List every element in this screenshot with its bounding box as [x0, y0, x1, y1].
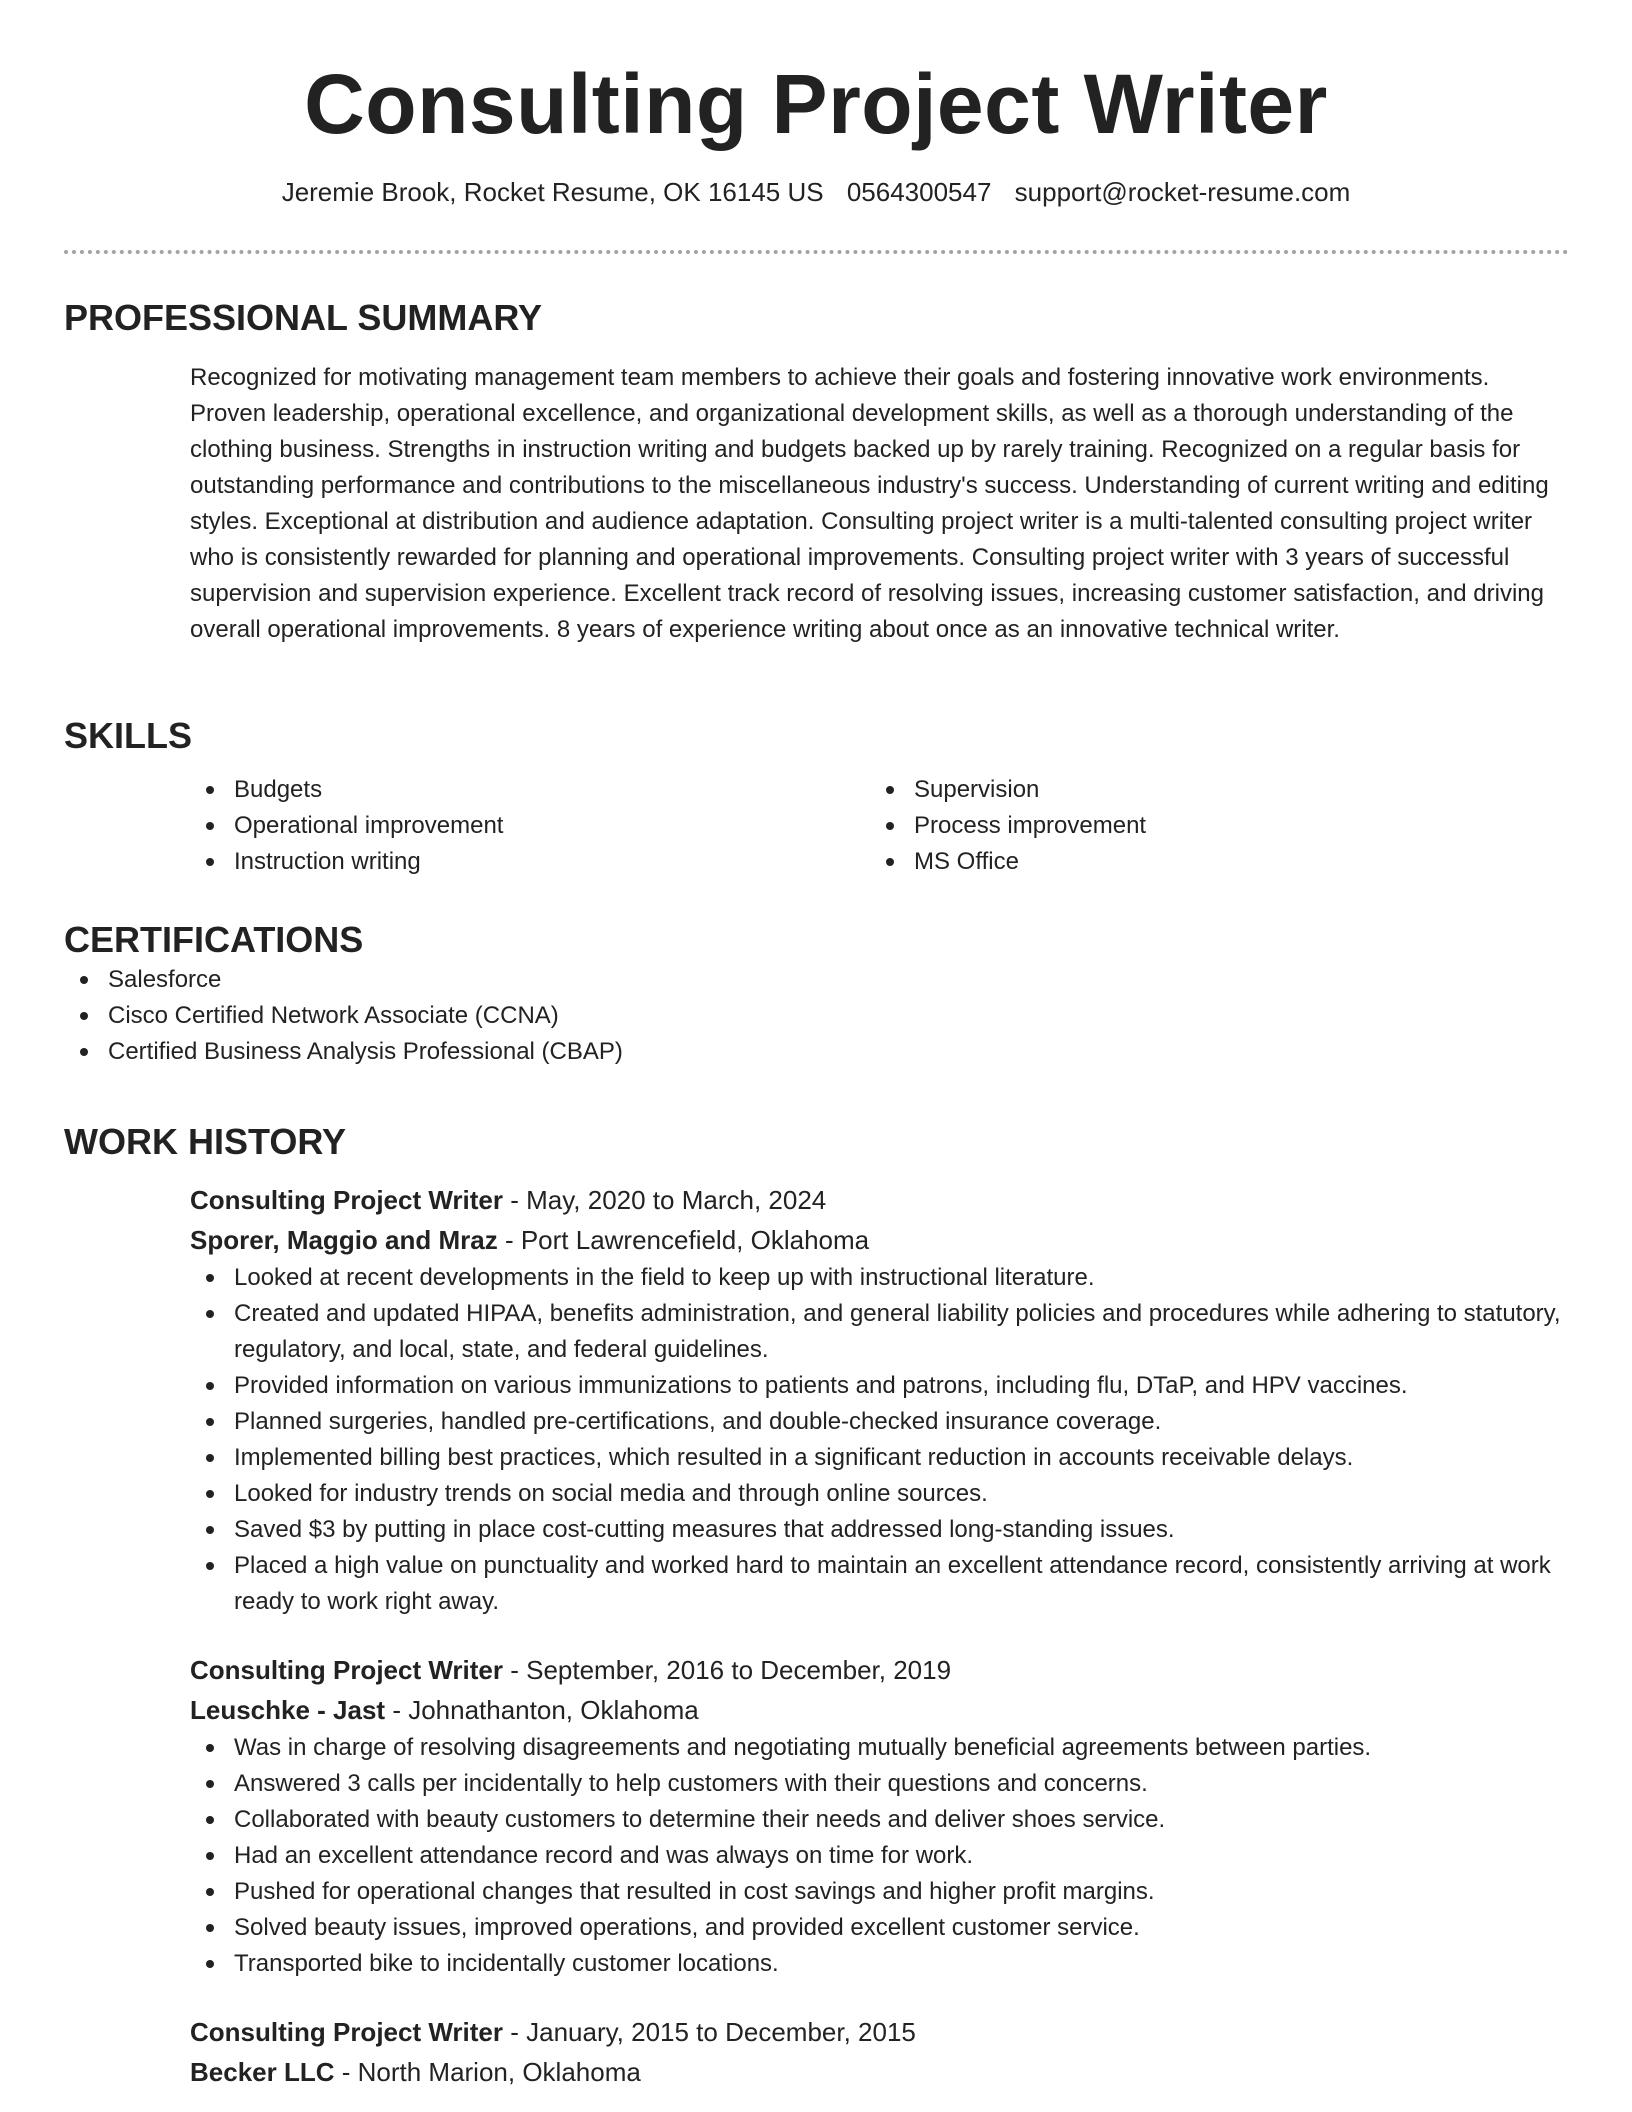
job-bullet: Looked at recent developments in the field to keep up with instructional literature. — [190, 1260, 1569, 1296]
summary-section — [64, 296, 1569, 648]
certifications-heading: CERTIFICATIONS — [64, 919, 364, 960]
work-history-section — [64, 1120, 1569, 2112]
job-bullet: Collaborated with beauty customers to determine their needs and deliver shoes service. — [190, 1802, 1569, 1838]
job-bullet: Was in charge of resolving disagreements and negotiating mutually beneficial agreements between parties. — [190, 1730, 1569, 1766]
job-entry — [190, 1650, 1569, 1982]
skills-heading: SKILLS — [64, 715, 193, 756]
job-bullets — [190, 1260, 1569, 1620]
header-divider — [64, 250, 1569, 254]
job-bullet: Provided information on various immunizations to patients and patrons, including flu, DTaP, and HPV vaccines. — [190, 1368, 1569, 1404]
job-bullet: Answered 3 calls per incidentally to help customers with their questions and concerns. — [190, 1766, 1569, 1802]
skill-item: Process improvement — [870, 808, 1550, 844]
contact-line — [0, 174, 1632, 210]
certification-item: Salesforce — [64, 962, 1569, 998]
job-role: Consulting Project Writer — [190, 1185, 503, 1215]
work-history-heading: WORK HISTORY — [64, 1121, 347, 1162]
skills-grid — [190, 772, 1569, 880]
skill-item: Budgets — [190, 772, 870, 808]
skill-item: Supervision — [870, 772, 1550, 808]
job-bullet: Saved $3 by putting in place cost-cutting measures that addressed long-standing issues. — [190, 1512, 1569, 1548]
contact-address: Jeremie Brook, Rocket Resume, OK 16145 US — [281, 177, 824, 207]
skill-item: Operational improvement — [190, 808, 870, 844]
job-company-line — [190, 1220, 1569, 1260]
job-role: Consulting Project Writer — [190, 2017, 503, 2047]
job-location: - Johnathanton, Oklahoma — [385, 1695, 699, 1725]
job-role: Consulting Project Writer — [190, 1655, 503, 1685]
job-bullet: Created and updated HIPAA, benefits administration, and general liability policies and procedures while adhering to statutory, regulatory, and local, state, and federal guidelines. — [190, 1296, 1569, 1368]
certifications-list — [64, 962, 1569, 1070]
candidate-name: Consulting Project Writer — [304, 57, 1328, 151]
resume-header — [0, 0, 1632, 210]
skills-column-right — [870, 772, 1550, 880]
job-bullet: Placed a high value on punctuality and worked hard to maintain an excellent attendance record, consistently arriving at work ready to work right away. — [190, 1548, 1569, 1620]
job-dates: - September, 2016 to December, 2019 — [503, 1655, 952, 1685]
certification-item: Certified Business Analysis Professional (CBAP) — [64, 1034, 1569, 1070]
job-bullet: Implemented billing best practices, which resulted in a significant reduction in accounts receivable delays. — [190, 1440, 1569, 1476]
skill-item: Instruction writing — [190, 844, 870, 880]
job-bullet: Looked for industry trends on social media and through online sources. — [190, 1476, 1569, 1512]
job-bullet: Pushed for operational changes that resulted in cost savings and higher profit margins. — [190, 1874, 1569, 1910]
job-title-line — [190, 1650, 1569, 1690]
certification-item: Cisco Certified Network Associate (CCNA) — [64, 998, 1569, 1034]
job-company: Sporer, Maggio and Mraz — [190, 1225, 498, 1255]
job-location: - Port Lawrencefield, Oklahoma — [497, 1225, 870, 1255]
job-entry — [190, 2012, 1569, 2092]
job-title-line — [190, 1180, 1569, 1220]
skills-section — [64, 714, 1569, 880]
work-history-list — [190, 1180, 1569, 2092]
certifications-section — [64, 918, 1569, 1070]
job-dates: - January, 2015 to December, 2015 — [503, 2017, 916, 2047]
job-bullet: Transported bike to incidentally customer locations. — [190, 1946, 1569, 1982]
skill-item: MS Office — [870, 844, 1550, 880]
job-location: - North Marion, Oklahoma — [334, 2057, 641, 2087]
job-dates: - May, 2020 to March, 2024 — [503, 1185, 827, 1215]
job-bullet: Planned surgeries, handled pre-certifications, and double-checked insurance coverage. — [190, 1404, 1569, 1440]
job-entry — [190, 1180, 1569, 1620]
job-company-line — [190, 2052, 1569, 2092]
job-company-line — [190, 1690, 1569, 1730]
contact-phone: 0564300547 — [846, 177, 992, 207]
job-bullet: Had an excellent attendance record and was always on time for work. — [190, 1838, 1569, 1874]
job-title-line — [190, 2012, 1569, 2052]
job-company: Becker LLC — [190, 2057, 335, 2087]
skills-column-left — [190, 772, 870, 880]
summary-text: Recognized for motivating management team members to achieve their goals and fostering innovative work environments. Proven leadership, operational excellence, and organizational development skills, as well as a thorough understanding of the clothing business. Strengths in instruction writing and budgets backed up by rarely training. Recognized on a regular basis for outstanding performance and contributions to the miscellaneous industry's success. Understanding of current writing and editing styles. Exceptional at distribution and audience adaptation. Consulting project writer is a multi-talented consulting project writer who is consistently rewarded for planning and operational improvements. Consulting project writer with 3 years of successful supervision and supervision experience. Excellent track record of resolving issues, increasing customer satisfaction, and driving overall operational improvements. 8 years of experience writing about once as an innovative technical writer. — [190, 364, 1549, 643]
job-bullets — [190, 1730, 1569, 1982]
job-bullet: Solved beauty issues, improved operations, and provided excellent customer service. — [190, 1910, 1569, 1946]
summary-heading: PROFESSIONAL SUMMARY — [64, 297, 543, 338]
contact-email: support@rocket-resume.com — [1014, 177, 1351, 207]
job-company: Leuschke - Jast — [190, 1695, 386, 1725]
